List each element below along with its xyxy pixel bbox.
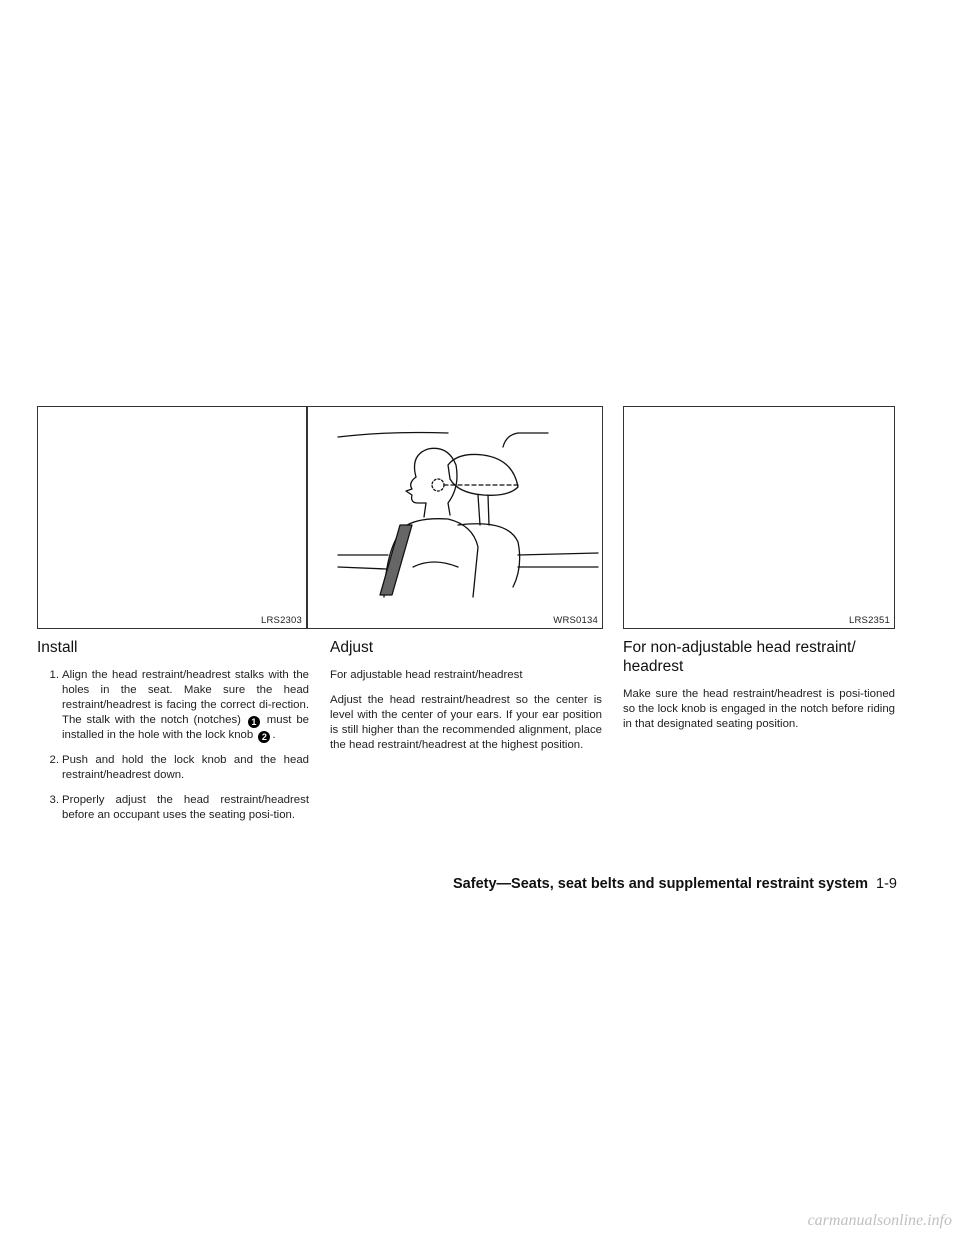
adjust-subtitle: For adjustable head restraint/headrest (330, 669, 523, 681)
adjust-body: Adjust the head restraint/headrest so the center is level with the center of your ears. If your ear position is still higher than the recommended alignment, place the head restraint/headrest at the highest position. (330, 694, 602, 751)
adjust-heading: Adjust (330, 639, 374, 656)
figure-adjust (307, 406, 603, 629)
adjust-section (330, 638, 602, 763)
list-text: Align the head restraint/headrest stalks with the holes in the seat. Make sure the head restraint/headrest is facing the correct di-rection. The stalk with the notch (notches) (62, 669, 309, 726)
figure-non-adjustable (623, 406, 895, 629)
non-adjustable-heading: For non-adjustable head restraint/ headrest (623, 639, 856, 675)
page-footer (453, 876, 897, 892)
list-number: 3. (49, 794, 59, 806)
list-item (37, 668, 309, 743)
list-number: 2. (49, 754, 59, 766)
install-section (37, 638, 309, 833)
non-adjustable-section (623, 638, 895, 742)
page-number: 1-9 (876, 876, 897, 892)
list-text: Properly adjust the head restraint/headrest before an occupant uses the seating posi-tion. (62, 794, 309, 821)
list-item (37, 793, 309, 823)
callout-1-icon: 1 (248, 716, 260, 728)
list-text: must be installed in the hole with the lock knob (62, 714, 310, 741)
headrest-illustration (308, 407, 602, 607)
list-text: . (272, 729, 276, 741)
list-text: Push and hold the lock knob and the head restraint/headrest down. (62, 754, 309, 781)
figure-label: WRS0134 (553, 615, 598, 626)
figure-label: LRS2303 (260, 615, 302, 626)
footer-section-title: Safety—Seats, seat belts and supplemental restraint system (453, 876, 869, 892)
watermark: carmanualsonline.info (807, 1212, 952, 1229)
list-number: 1. (49, 669, 59, 681)
figure-label: LRS2351 (848, 615, 890, 626)
figure-install (37, 406, 307, 629)
non-adjustable-body: Make sure the head restraint/headrest is posi-tioned so the lock knob is engaged in the notch before riding in that designated seating position. (623, 688, 895, 730)
list-item (37, 753, 309, 783)
install-heading: Install (37, 639, 78, 656)
callout-2-icon: 2 (258, 731, 270, 743)
